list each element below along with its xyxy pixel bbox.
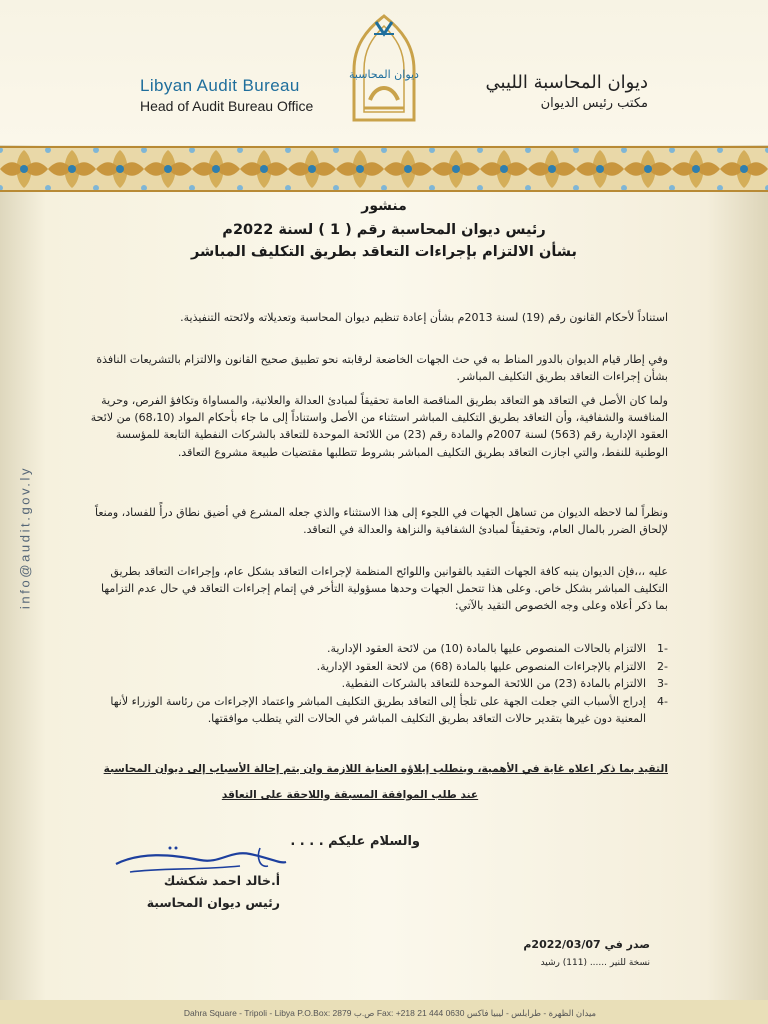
requirements-list	[88, 640, 668, 728]
list-item-number: -1	[657, 642, 668, 655]
closing-greeting: والسلام عليكم . . . .	[290, 834, 420, 849]
title-block	[120, 198, 648, 260]
paragraph-4: ونظراً لما لاحظه الديوان من تساهل الجهات في اللجوء إلى هذا الاستثناء والذي جعله المشرع في أضيق نطاق درأً للفساد، ومنعاً لإلحاق الضرر بالمال العام، وتحقيقاً لمبادئ الشفافية والنزاهة والعدالة في التعاقد.	[94, 506, 668, 537]
list-item-text: الالتزام بالحالات المنصوص عليها بالمادة (10) من لائحة العقود الإدارية.	[326, 642, 646, 655]
org-name-ar: ديوان المحاسبة الليبي	[485, 72, 648, 93]
list-item-number: -3	[657, 677, 668, 691]
list-item-text: الالتزام بالمادة (23) من اللائحة الموحدة للتعاقد بالشركات النفطية.	[341, 677, 646, 691]
list-item-number: -4	[657, 694, 668, 708]
audit-bureau-emblem-icon	[334, 12, 434, 124]
list-item-text: الالتزام بالإجراءات المنصوص عليها بالمادة (68) من لائحة العقود الإدارية.	[316, 659, 646, 673]
title-line-3: بشأن الالتزام بإجراءات التعاقد بطريق التكليف المباشر	[191, 244, 577, 260]
title-line-2: رئيس ديوان المحاسبة رقم ( 1 ) لسنة 2022م	[222, 222, 546, 238]
list-item	[88, 640, 668, 658]
list-item-number: -2	[657, 659, 668, 673]
list-item-text: إدراج الأسباب التي جعلت الجهة على تلجأ إلى التعاقد بطريق التكليف المباشر واعتماد الإجراءات من رئاسة الوزراء لأنها المعنية دون غيرها بتقدير حالات التعاقد بطريق التكليف المباشر في الحالات التي يتطلب موافقتها.	[110, 694, 646, 726]
office-name-ar: مكتب رئيس الديوان	[540, 96, 648, 111]
office-name-en: Head of Audit Bureau Office	[140, 98, 314, 114]
ornamental-band	[0, 146, 768, 192]
emphasis-line-2: عند طلب الموافقة المسبقة واللاحقة على التعاقد	[221, 789, 479, 801]
side-email: info@audit.gov.ly	[17, 465, 33, 610]
copy-note: نسخة للنير ...... (111) رشيد	[540, 958, 650, 968]
paragraph-5: عليه ،،،فإن الديوان ينبه كافة الجهات التقيد بالقوانين واللوائح المنظمة لإجراءات التعاقد بشكل عام، وإجراءات التعاقد بطريق التكليف المباشر بشكل خاص. وعلى هذا تتحمل الجهات وحدها مسؤولية التأخر في إتمام إجراءات التعاقد في حال عدم التزامها بما ذكر أعلاه وعلى وجه الخصوص التقيد بالآتي:	[101, 565, 668, 613]
emblem-text: ديوان المحاسبة	[349, 68, 419, 81]
list-item	[88, 675, 668, 693]
list-item	[88, 658, 668, 676]
paragraph-2: وفي إطار قيام الديوان بالدور المناط به في حث الجهات الخاضعة لرقابته نحو تطبيق صحيح القانون والالتزام بالتشريعات النافذة بشأن إجراءات التعاقد بطريق التكليف المباشر.	[96, 353, 668, 384]
signer-title: رئيس ديوان المحاسبة	[146, 895, 280, 910]
letterhead	[0, 0, 768, 145]
list-item	[88, 693, 668, 728]
paragraph-3: ولما كان الأصل في التعاقد هو التعاقد بطريق المناقصة العامة تحقيقاً لمبادئ العدالة والعلانية، والمساواة وتكافؤ الفرص، وحرية المنافسة والشفافية، وأن التعاقد بطريق التكليف المباشر استثناء من الأصل واستناداً إلى ما جاء بأحكام المواد (68،10) من لائحة العقود الإدارية رقم (563) لسنة 2007م والمادة رقم (23) من اللائحة الموحدة للتعاقد بالشركات النفطية التابعة للمؤسسة الوطنية للنفط، والتي اجازت التعاقد بطريق التكليف المباشر بشروط تتطلبها مقتضيات طبيعة مشروع التعاقد.	[90, 394, 668, 459]
org-name-en: Libyan Audit Bureau	[140, 76, 300, 95]
signer-block	[100, 870, 280, 914]
footer-address: Dahra Square - Tripoli - Libya P.O.Box: 2879 ص.ب Fax: +218 21 444 0630 ميدان الظهرة - طرابلس - ليبيا فاكس	[183, 1008, 597, 1018]
paragraph-1: استناداً لأحكام القانون رقم (19) لسنة 2013م بشأن إعادة تنظيم ديوان المحاسبة وتعديلاته ولائحته التنفيذية.	[180, 311, 668, 324]
issue-date: صدر في 2022/03/07م	[523, 938, 650, 951]
emphasis-line-1: التقيد بما ذكر اعلاه غاية في الأهمية، ويتطلب إيلاؤه العناية اللازمة وان يتم إحالة الأسباب إلى ديوان المحاسبة	[103, 763, 668, 775]
title-line-1: منشور	[361, 198, 407, 214]
signer-name: أ.خالد احمد شكشك	[163, 873, 280, 888]
